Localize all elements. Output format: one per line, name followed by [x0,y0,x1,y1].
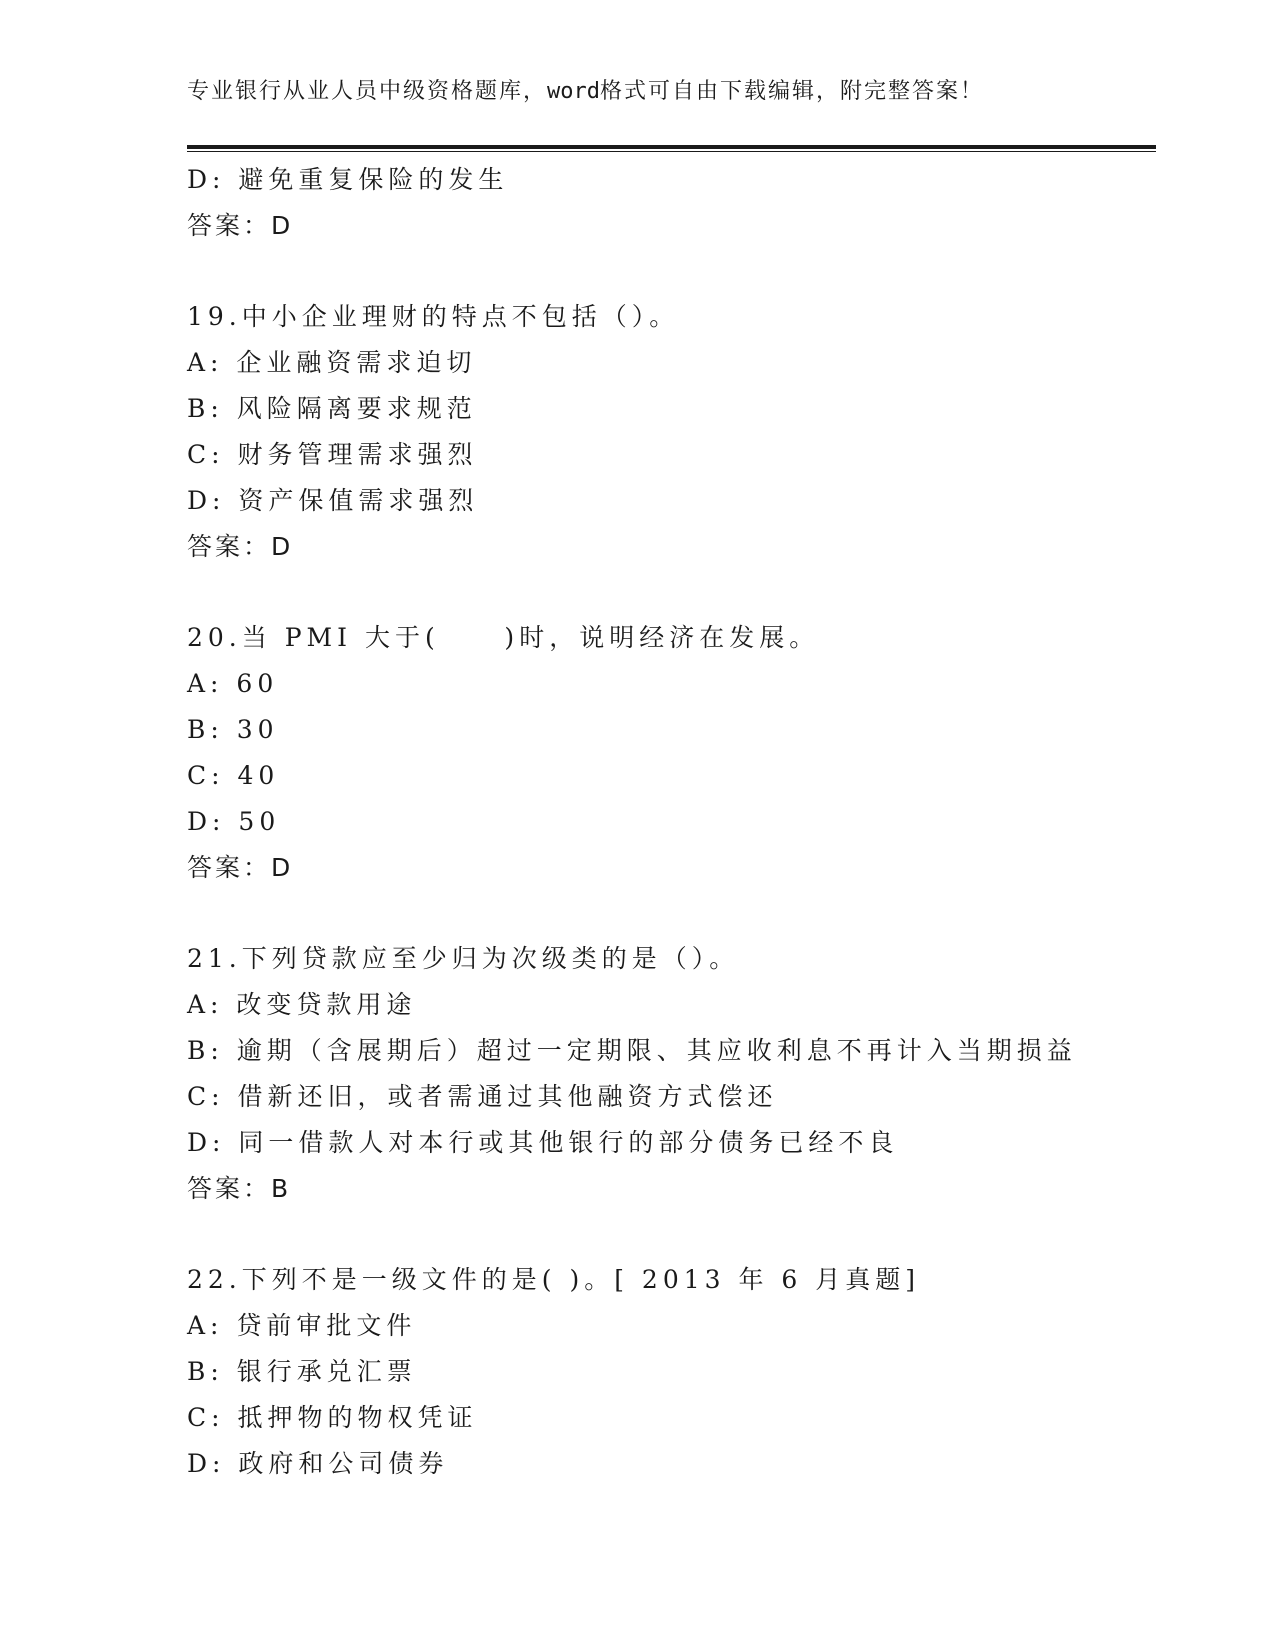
option-d: D: 同一借款人对本行或其他银行的部分债务已经不良 [187,1128,899,1157]
option-d: D: 政府和公司债券 [187,1449,449,1478]
option-a: A: 60 [187,669,279,698]
option-b: B: 30 [187,715,279,744]
option-c: C: 财务管理需求强烈 [187,440,478,469]
document-body [187,157,1187,1487]
answer: 答案：D [187,853,294,882]
question-stem: 19.中小企业理财的特点不包括（）。 [187,302,680,331]
answer: 答案：D [187,532,294,561]
option-b: B: 银行承兑汇票 [187,1357,417,1386]
answer: 答案：D [187,211,294,240]
option-c: C: 借新还旧，或者需通过其他融资方式偿还 [187,1082,778,1111]
option-c: C: 40 [187,761,280,790]
option-a: A: 贷前审批文件 [187,1311,417,1340]
header-rule-thin [187,151,1156,152]
header-text-before: 专业银行从业人员中级资格题库， [187,79,548,104]
answer: 答案：B [187,1174,292,1203]
option-a: A: 改变贷款用途 [187,990,417,1019]
option-b: B: 逾期（含展期后）超过一定期限、其应收利息不再计入当期损益 [187,1036,1077,1065]
question-21 [187,936,1187,1212]
page-header [187,74,984,105]
header-text-word: word [547,79,600,104]
header-text-after: 格式可自由下载编辑，附完整答案！ [600,79,985,104]
option-d: D: 避免重复保险的发生 [187,165,509,194]
question-19 [187,294,1187,570]
option-a: A: 企业融资需求迫切 [187,348,477,377]
option-d: D: 50 [187,807,281,836]
option-d: D: 资产保值需求强烈 [187,486,479,515]
question-stem: 20.当 PMI 大于( )时，说明经济在发展。 [187,623,820,652]
question-20 [187,615,1187,891]
previous-question-tail [187,157,1187,249]
question-stem: 22.下列不是一级文件的是( )。[ 2013 年 6 月真题] [187,1265,921,1294]
option-c: C: 抵押物的物权凭证 [187,1403,478,1432]
question-22 [187,1257,1187,1487]
question-stem: 21.下列贷款应至少归为次级类的是（）。 [187,944,740,973]
header-rule-thick [187,145,1156,149]
option-b: B: 风险隔离要求规范 [187,394,477,423]
